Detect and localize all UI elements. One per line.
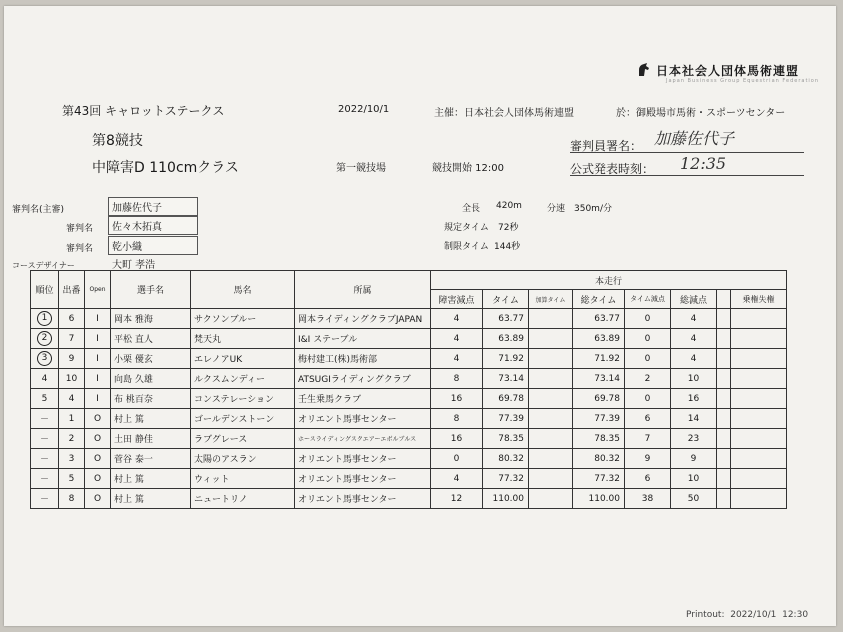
header-open: Open xyxy=(85,271,111,309)
retired-cell xyxy=(731,449,787,469)
header-horse: 馬名 xyxy=(191,271,295,309)
add-time-cell xyxy=(529,489,573,509)
designer-name: 大町 孝浩 xyxy=(112,260,156,271)
open-cell: O xyxy=(85,469,111,489)
number-cell: 5 xyxy=(59,469,85,489)
blank-cell xyxy=(717,489,731,509)
rider-cell: 土田 静佳 xyxy=(111,429,191,449)
header-jump-faults: 障害減点 xyxy=(431,290,483,309)
limit-time: 144秒 xyxy=(494,242,521,252)
table-row xyxy=(31,469,787,489)
rank-cell: － xyxy=(31,429,59,449)
time-cell: 77.32 xyxy=(483,469,529,489)
federation-name: 日本社会人団体馬術連盟 xyxy=(656,64,800,78)
total-faults-cell: 10 xyxy=(671,469,717,489)
header-round: 本走行 xyxy=(431,271,787,290)
rank-cell xyxy=(31,309,59,329)
header-blank xyxy=(717,290,731,309)
time-faults-cell: 38 xyxy=(625,489,671,509)
retired-cell xyxy=(731,469,787,489)
header-add-time: 加算タイム xyxy=(529,290,573,309)
retired-cell xyxy=(731,489,787,509)
table-row xyxy=(31,329,787,349)
time-cell: 77.39 xyxy=(483,409,529,429)
add-time-cell xyxy=(529,469,573,489)
horse-cell: 梵天丸 xyxy=(191,329,295,349)
blank-cell xyxy=(717,449,731,469)
time-cell: 69.78 xyxy=(483,389,529,409)
rank-cell: － xyxy=(31,449,59,469)
print-date: 2022/10/1 xyxy=(730,610,777,620)
event-title: 第43回 キャロットステークス xyxy=(62,104,225,118)
header-total-time: 総タイム xyxy=(573,290,625,309)
club-cell: 岡本ライディングクラブJAPAN xyxy=(295,309,431,329)
announce-line xyxy=(570,175,804,176)
total-time-cell: 69.78 xyxy=(573,389,625,409)
add-time-cell xyxy=(529,409,573,429)
club-cell: オリエント馬事センター xyxy=(295,489,431,509)
federation-logo xyxy=(636,62,799,79)
horse-cell: ウィット xyxy=(191,469,295,489)
competition-number: 第8競技 xyxy=(92,133,143,149)
total-faults-cell: 9 xyxy=(671,449,717,469)
number-cell: 3 xyxy=(59,449,85,469)
rank-circle: 1 xyxy=(37,311,52,326)
horse-cell: エレノアUK xyxy=(191,349,295,369)
total-time-cell: 73.14 xyxy=(573,369,625,389)
club-cell: 壬生乗馬クラブ xyxy=(295,389,431,409)
time-faults-cell: 7 xyxy=(625,429,671,449)
table-row xyxy=(31,489,787,509)
retired-cell xyxy=(731,409,787,429)
time-cell: 110.00 xyxy=(483,489,529,509)
judge-signature: 加藤佐代子 xyxy=(654,129,735,148)
rank-cell xyxy=(31,349,59,369)
course-length: 420m xyxy=(496,201,522,211)
event-venue: 於：御殿場市馬術・スポーツセンター xyxy=(616,108,786,119)
blank-cell xyxy=(717,369,731,389)
rank-cell: － xyxy=(31,409,59,429)
number-cell: 1 xyxy=(59,409,85,429)
allowed-time-label: 規定タイム xyxy=(444,223,489,233)
time-faults-cell: 2 xyxy=(625,369,671,389)
jump-faults-cell: 4 xyxy=(431,329,483,349)
open-cell: O xyxy=(85,449,111,469)
rank-circle: 2 xyxy=(37,331,52,346)
club-cell: オリエント馬事センター xyxy=(295,449,431,469)
club-cell: I&I ステーブル xyxy=(295,329,431,349)
jump-faults-cell: 4 xyxy=(431,309,483,329)
header-num: 出番 xyxy=(59,271,85,309)
table-row xyxy=(31,389,787,409)
start-time: 競技開始 12:00 xyxy=(432,163,504,174)
retired-cell xyxy=(731,369,787,389)
competition-class: 中障害D 110cmクラス xyxy=(92,160,239,176)
rank-cell: － xyxy=(31,489,59,509)
table-row xyxy=(31,429,787,449)
number-cell: 10 xyxy=(59,369,85,389)
club-cell: 梅村建工(株)馬術部 xyxy=(295,349,431,369)
blank-cell xyxy=(717,409,731,429)
jump-faults-cell: 8 xyxy=(431,409,483,429)
open-cell: O xyxy=(85,489,111,509)
open-cell: O xyxy=(85,429,111,449)
total-faults-cell: 10 xyxy=(671,369,717,389)
horse-cell: ニュートリノ xyxy=(191,489,295,509)
table-header-row xyxy=(31,271,787,290)
rider-cell: 布 桃百奈 xyxy=(111,389,191,409)
header-club: 所属 xyxy=(295,271,431,309)
retired-cell xyxy=(731,309,787,329)
open-cell: I xyxy=(85,309,111,329)
club-cell: オリエント馬事センター xyxy=(295,469,431,489)
horse-cell: ルクスムンディー xyxy=(191,369,295,389)
arena: 第一競技場 xyxy=(336,163,386,174)
header-total-faults: 総減点 xyxy=(671,290,717,309)
event-date: 2022/10/1 xyxy=(338,104,390,115)
header-rank: 順位 xyxy=(31,271,59,309)
rider-cell: 岡本 雅海 xyxy=(111,309,191,329)
open-cell: I xyxy=(85,329,111,349)
retired-cell xyxy=(731,389,787,409)
total-faults-cell: 14 xyxy=(671,409,717,429)
judge-role-1: 審判名(主審) xyxy=(12,205,65,215)
open-cell: I xyxy=(85,369,111,389)
jump-faults-cell: 0 xyxy=(431,449,483,469)
horse-cell: ラブグレース xyxy=(191,429,295,449)
jump-faults-cell: 4 xyxy=(431,349,483,369)
jump-faults-cell: 4 xyxy=(431,469,483,489)
time-faults-cell: 0 xyxy=(625,349,671,369)
rank-cell xyxy=(31,329,59,349)
rider-cell: 小栗 優玄 xyxy=(111,349,191,369)
add-time-cell xyxy=(529,349,573,369)
total-faults-cell: 4 xyxy=(671,329,717,349)
time-faults-cell: 6 xyxy=(625,469,671,489)
course-speed: 350m/分 xyxy=(574,204,612,214)
total-faults-cell: 23 xyxy=(671,429,717,449)
judge-role-2: 審判名 xyxy=(66,224,94,234)
add-time-cell xyxy=(529,429,573,449)
total-time-cell: 77.32 xyxy=(573,469,625,489)
open-cell: O xyxy=(85,409,111,429)
total-faults-cell: 16 xyxy=(671,389,717,409)
federation-subtitle: Japan Business Group Equestrian Federation xyxy=(666,78,820,84)
retired-cell xyxy=(731,329,787,349)
announce-time: 12:35 xyxy=(680,154,727,173)
jump-faults-cell: 12 xyxy=(431,489,483,509)
time-faults-cell: 0 xyxy=(625,389,671,409)
table-row xyxy=(31,409,787,429)
open-cell: I xyxy=(85,389,111,409)
time-cell: 80.32 xyxy=(483,449,529,469)
table-body xyxy=(31,309,787,509)
horse-cell: ゴールデンストーン xyxy=(191,409,295,429)
header-retired: 乗権失権 xyxy=(731,290,787,309)
number-cell: 7 xyxy=(59,329,85,349)
printout-label: Printout: xyxy=(686,610,725,620)
table-row xyxy=(31,449,787,469)
table-row xyxy=(31,349,787,369)
total-time-cell: 63.89 xyxy=(573,329,625,349)
blank-cell xyxy=(717,329,731,349)
course-length-label: 全長 xyxy=(462,204,481,214)
jump-faults-cell: 8 xyxy=(431,369,483,389)
total-time-cell: 63.77 xyxy=(573,309,625,329)
judge-name-3: 乾小織 xyxy=(108,236,198,255)
total-time-cell: 71.92 xyxy=(573,349,625,369)
rider-cell: 村上 篤 xyxy=(111,409,191,429)
event-organizer: 主催：日本社会人団体馬術連盟 xyxy=(434,108,574,119)
club-cell: ホースライディングスクエアーエボルブルス xyxy=(295,429,431,449)
number-cell: 8 xyxy=(59,489,85,509)
rider-cell: 向島 久雄 xyxy=(111,369,191,389)
designer-role: コースデザイナー xyxy=(12,261,75,270)
number-cell: 2 xyxy=(59,429,85,449)
time-cell: 71.92 xyxy=(483,349,529,369)
header-time-faults: タイム減点 xyxy=(625,290,671,309)
total-time-cell: 110.00 xyxy=(573,489,625,509)
add-time-cell xyxy=(529,449,573,469)
rider-cell: 村上 篤 xyxy=(111,489,191,509)
time-cell: 73.14 xyxy=(483,369,529,389)
club-cell: オリエント馬事センター xyxy=(295,409,431,429)
blank-cell xyxy=(717,309,731,329)
horse-logo-icon xyxy=(636,62,652,78)
club-cell: ATSUGIライディングクラブ xyxy=(295,369,431,389)
course-speed-label: 分速 xyxy=(547,204,566,214)
time-cell: 78.35 xyxy=(483,429,529,449)
footer-printout xyxy=(686,610,808,620)
rank-cell: 4 xyxy=(31,369,59,389)
add-time-cell xyxy=(529,309,573,329)
signature-line xyxy=(570,152,804,153)
print-time: 12:30 xyxy=(782,610,809,620)
retired-cell xyxy=(731,349,787,369)
time-faults-cell: 0 xyxy=(625,329,671,349)
table-row xyxy=(31,369,787,389)
number-cell: 6 xyxy=(59,309,85,329)
allowed-time: 72秒 xyxy=(498,223,519,233)
jump-faults-cell: 16 xyxy=(431,389,483,409)
rank-cell: 5 xyxy=(31,389,59,409)
time-faults-cell: 9 xyxy=(625,449,671,469)
blank-cell xyxy=(717,469,731,489)
number-cell: 9 xyxy=(59,349,85,369)
time-cell: 63.89 xyxy=(483,329,529,349)
add-time-cell xyxy=(529,369,573,389)
total-faults-cell: 4 xyxy=(671,349,717,369)
blank-cell xyxy=(717,429,731,449)
total-time-cell: 78.35 xyxy=(573,429,625,449)
horse-cell: コンステレーション xyxy=(191,389,295,409)
judge-name-1: 加藤佐代子 xyxy=(108,197,198,216)
limit-time-label: 制限タイム xyxy=(444,242,489,252)
time-faults-cell: 6 xyxy=(625,409,671,429)
announce-label: 公式発表時刻： xyxy=(570,162,655,176)
blank-cell xyxy=(717,349,731,369)
total-faults-cell: 50 xyxy=(671,489,717,509)
judge-name-2: 佐々木拓真 xyxy=(108,216,198,235)
rider-cell: 菅谷 泰一 xyxy=(111,449,191,469)
header-rider: 選手名 xyxy=(111,271,191,309)
header-time: タイム xyxy=(483,290,529,309)
horse-cell: 太陽のアスラン xyxy=(191,449,295,469)
rank-circle: 3 xyxy=(37,351,52,366)
retired-cell xyxy=(731,429,787,449)
blank-cell xyxy=(717,389,731,409)
table-row xyxy=(31,309,787,329)
rider-cell: 平松 直人 xyxy=(111,329,191,349)
signature-label: 審判員署名： xyxy=(570,139,643,153)
time-cell: 63.77 xyxy=(483,309,529,329)
time-faults-cell: 0 xyxy=(625,309,671,329)
open-cell: I xyxy=(85,349,111,369)
rider-cell: 村上 篤 xyxy=(111,469,191,489)
results-table xyxy=(30,270,787,509)
total-faults-cell: 4 xyxy=(671,309,717,329)
add-time-cell xyxy=(529,329,573,349)
judge-role-3: 審判名 xyxy=(66,244,94,254)
horse-cell: サクソンブルー xyxy=(191,309,295,329)
total-time-cell: 80.32 xyxy=(573,449,625,469)
number-cell: 4 xyxy=(59,389,85,409)
result-sheet xyxy=(4,6,836,626)
add-time-cell xyxy=(529,389,573,409)
rank-cell: － xyxy=(31,469,59,489)
total-time-cell: 77.39 xyxy=(573,409,625,429)
jump-faults-cell: 16 xyxy=(431,429,483,449)
